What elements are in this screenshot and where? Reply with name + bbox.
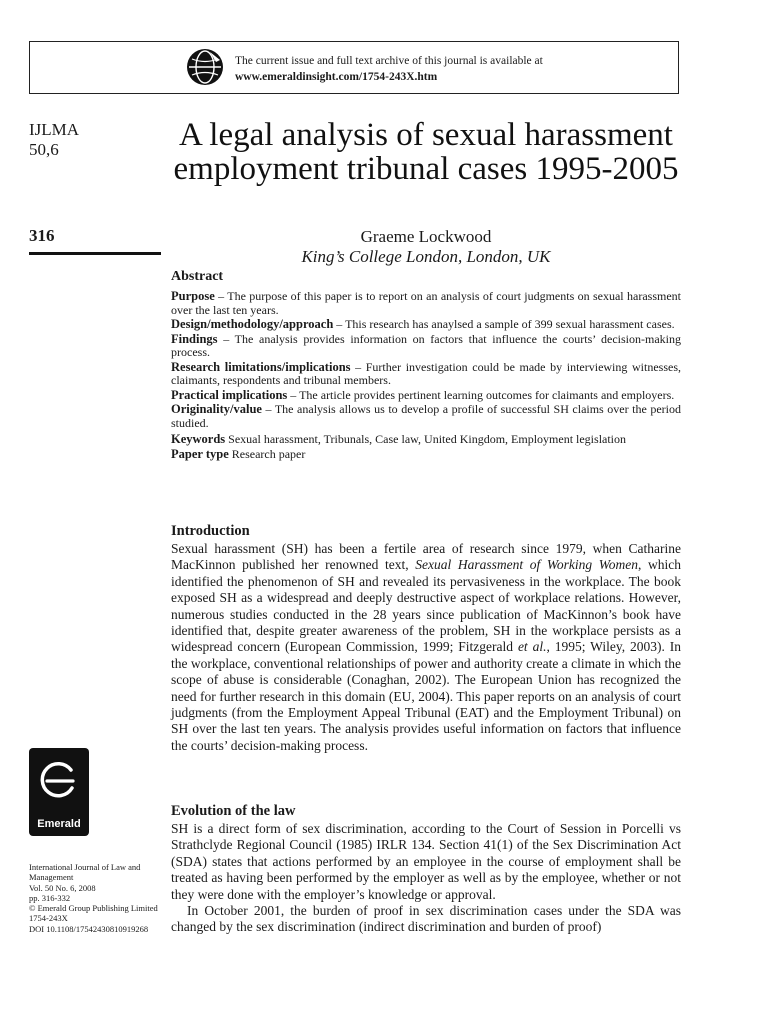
- evolution-paragraph-2: In October 2001, the burden of proof in sex discrimination cases under the SDA was changed by the sex discrimination (indirect discrimination and burden of proof): [171, 903, 681, 935]
- banner-text: [235, 53, 543, 85]
- keywords: Keywords Sexual harassment, Tribunals, Case law, United Kingdom, Employment legislation: [171, 432, 627, 446]
- author-affiliation: King’s College London, London, UK: [301, 247, 551, 266]
- logo-wordmark: Emerald: [37, 818, 81, 830]
- introduction-section: [171, 523, 681, 754]
- introduction-heading: Introduction: [171, 523, 250, 539]
- abstract-findings: Findings – The analysis provides information on factors that influence the courts’ decision-making process.: [171, 331, 681, 359]
- author-block: [171, 227, 681, 267]
- abstract-practical: Practical implications – The article provides pertinent learning outcomes for claimants and employers.: [171, 387, 675, 402]
- page-number: 316: [29, 226, 55, 245]
- evolution-section: [171, 803, 681, 936]
- abstract-purpose: Purpose – The purpose of this paper is to report on an analysis of court judgments on sexual harassment over the last ten years.: [171, 289, 681, 317]
- journal-code: [29, 120, 79, 160]
- abstract-design: Design/methodology/approach – This research has anaylsed a sample of 399 sexual harassment cases.: [171, 317, 675, 331]
- info-line: Vol. 50 No. 6, 2008: [29, 882, 96, 893]
- page-rule: [29, 252, 161, 255]
- info-line: pp. 316-332: [29, 892, 71, 903]
- banner-line: The current issue and full text archive of this journal is available at: [235, 55, 543, 67]
- publication-info: [29, 862, 164, 934]
- info-line: 1754-243X: [29, 913, 68, 924]
- paper-type: Paper type Research paper: [171, 446, 306, 461]
- journal-abbreviation: IJLMA: [29, 120, 80, 139]
- access-banner: [29, 41, 679, 94]
- emerald-logo: [29, 748, 89, 836]
- banner-url-link[interactable]: www.emeraldinsight.com/1754-243X.htm: [235, 71, 438, 83]
- abstract-heading: Abstract: [171, 269, 224, 284]
- info-line: Management: [29, 872, 74, 883]
- emerald-e-icon: [29, 748, 89, 818]
- evolution-paragraph-1: SH is a direct form of sex discrimination, according to the Court of Session in Porcelli vs Strathclyde Regional Council (1985) IRLR 134. Section 41(1) of the Sex Discrimination Act (SDA) states that actions performed by an employee in the course of employment shall be treated as having been performed by the employer as well as by the employee, whether or not they were done with the employer’s knowledge or approval.: [171, 821, 681, 902]
- info-line: DOI 10.1108/17542430810919268: [29, 923, 149, 934]
- info-line: © Emerald Group Publishing Limited: [29, 903, 158, 914]
- volume-issue: 50,6: [29, 140, 59, 159]
- info-line: International Journal of Law and: [29, 862, 141, 872]
- abstract-originality: Originality/value – The analysis allows us to develop a profile of successful SH claims over the period studied.: [171, 402, 681, 430]
- author-name: Graeme Lockwood: [360, 227, 492, 246]
- evolution-heading: Evolution of the law: [171, 803, 296, 819]
- article-title: A legal analysis of sexual harassment employment tribunal cases 1995-2005: [173, 117, 679, 187]
- abstract-limitations: Research limitations/implications – Further investigation could be made by interviewing witnesses, claimants, respondents and tribunal members.: [171, 359, 682, 387]
- abstract: [171, 269, 681, 462]
- introduction-paragraph: Sexual harassment (SH) has been a fertile area of research since 1979, when Catharine MacKinnon published her renowned text, Sexual Harassment of Working Women, which identified the phenomenon of SH and revealed its pervasiveness in the workplace. The book exposed SH as a widespread and deeply destructive aspect of workplace relations. However, numerous studies conducted in the 28 years since publication of MacKinnon’s book have identified that, despite greater awareness of the problem, SH in the workplace persists as a widespread concern (European Commission, 1999; Fitzgerald et al., 1995; Wiley, 2003). In the workplace, conventional relationships of power and authority create a climate in which the scope of abuse is considerable (Conaghan, 2002). The European Union has recognized the need for further research in this domain (EU, 2004). This paper reports on an analysis of court judgments (from the Employment Appeal Tribunal (EAT) and the Employment Tribunal) on SH over the last ten years. The analysis provides useful information on factors that influence the courts’ decision-making process.: [171, 541, 682, 753]
- globe-icon: [186, 48, 224, 86]
